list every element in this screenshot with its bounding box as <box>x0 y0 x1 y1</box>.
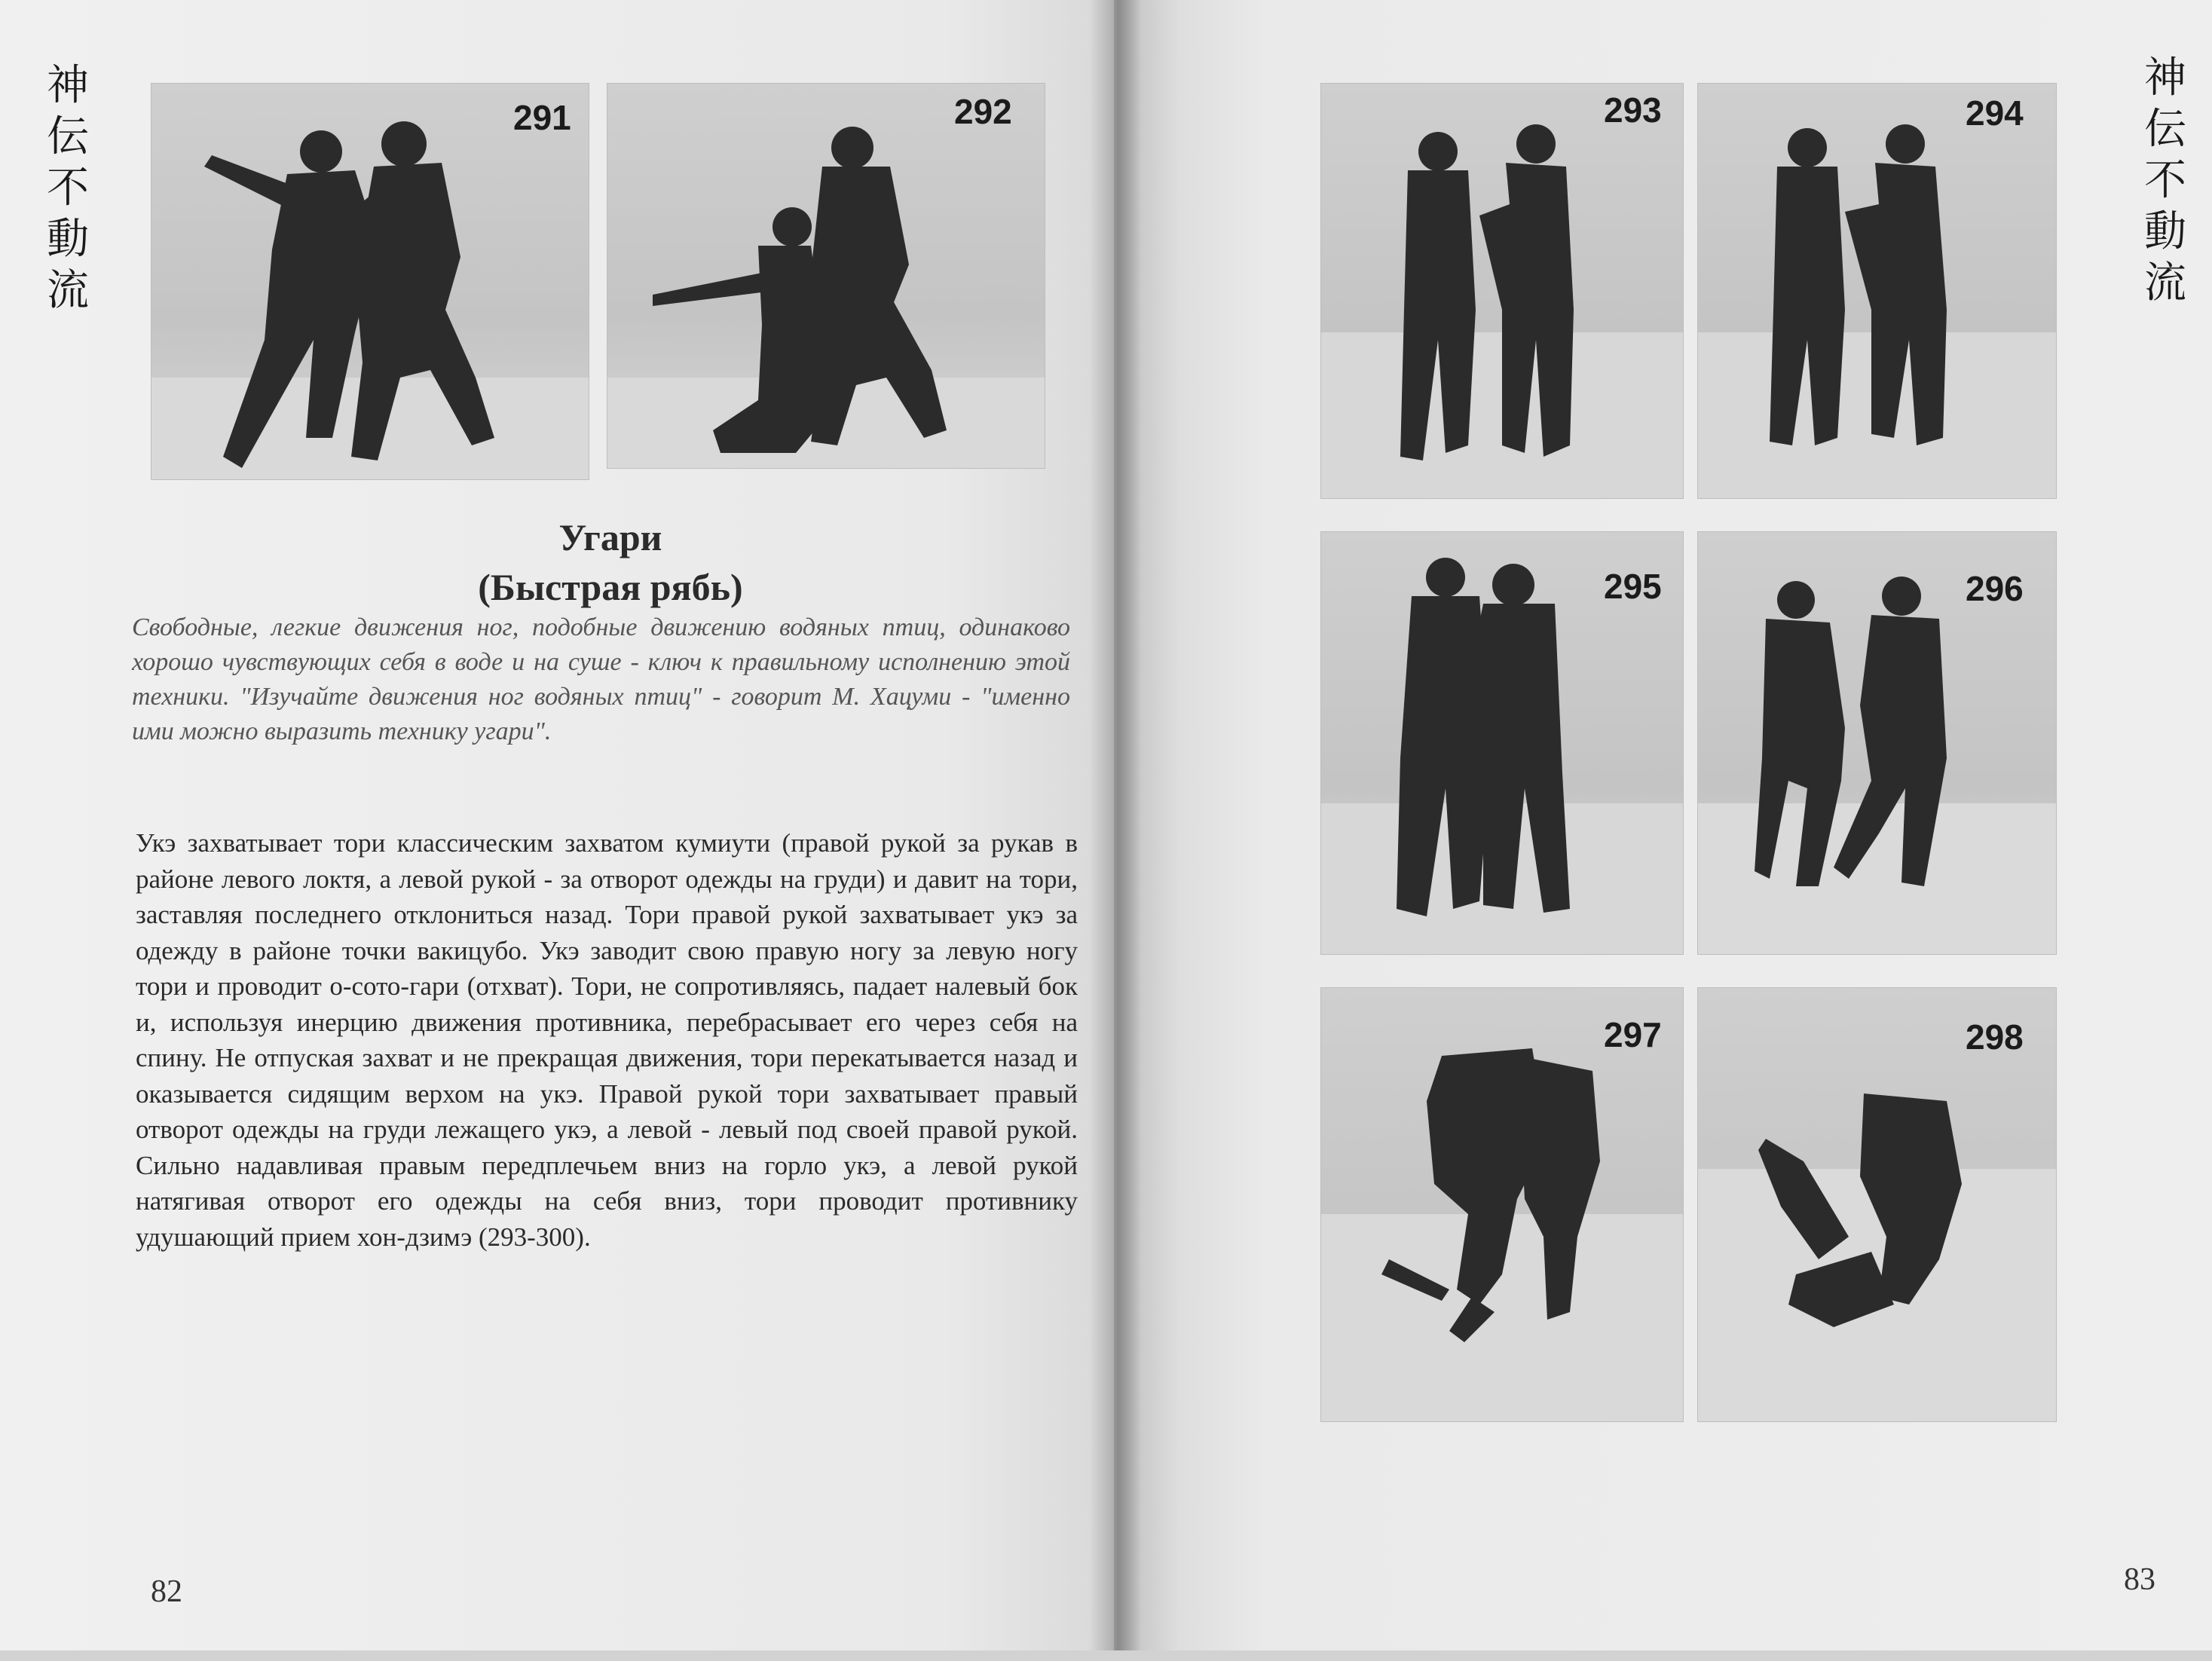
figure-number-294: 294 <box>1966 93 2024 133</box>
page-subtitle: (Быстрая рябь) <box>478 566 743 608</box>
kanji-char: 動 <box>47 215 89 264</box>
photo-298 <box>1697 987 2057 1422</box>
figure-number-292: 292 <box>954 92 1012 131</box>
kanji-char: 流 <box>2144 258 2186 307</box>
photo-295 <box>1320 531 1684 955</box>
photo-294-figures <box>1698 84 2056 498</box>
kanji-char: 不 <box>2144 156 2186 205</box>
figure-number-297: 297 <box>1604 1015 1662 1054</box>
kanji-char: 伝 <box>2144 105 2186 154</box>
kanji-char: 流 <box>47 266 89 315</box>
kanji-char: 不 <box>47 164 89 213</box>
page-number-right: 83 <box>2124 1562 2155 1597</box>
figure-number-293: 293 <box>1604 90 1662 130</box>
figure-number-291: 291 <box>513 98 571 137</box>
figure-number-296: 296 <box>1966 569 2024 608</box>
figure-number-295: 295 <box>1604 567 1662 606</box>
photo-296 <box>1697 531 2057 955</box>
photo-292 <box>607 83 1045 469</box>
photo-292-figures <box>607 84 1045 468</box>
photo-294 <box>1697 83 2057 499</box>
photo-297 <box>1320 987 1684 1422</box>
photo-293-figures <box>1321 84 1683 498</box>
photo-291-figures <box>151 84 589 479</box>
kanji-char: 神 <box>47 61 89 110</box>
intro-paragraph: Свободные, легкие движения ног, подобные движению водяных птиц, одинаково хорошо чувствующих себя в воде и на суше - ключ к правильному исполнению этой техники. "Изучайте движения ног водяных птиц" - говорит М. Хацуми - "именно ими можно выразить технику угари". <box>132 613 1070 745</box>
kanji-char: 神 <box>2144 54 2186 102</box>
page-number-left: 82 <box>151 1574 182 1609</box>
scan-edge <box>0 1650 2212 1661</box>
kanji-char: 伝 <box>47 112 89 161</box>
photo-291 <box>151 83 589 480</box>
kanji-char: 動 <box>2144 207 2186 256</box>
page-title: Угари <box>558 516 662 558</box>
book-gutter <box>1089 0 1142 1661</box>
photo-293 <box>1320 83 1684 499</box>
kanji-column-right <box>2139 53 2192 309</box>
body-paragraph: Укэ захватывает тори классическим захватом кумиути (правой рукой за рукав в районе левого локтя, а левой рукой - за отворот одежды на груди) и давит на тори, заставляя последнего отклониться назад. Тори правой рукой захватывает укэ за одежду в районе точки вакицубо. Укэ заводит свою правую ногу за левую ногу тори и проводит о-сото-гари (отхват). Тори, не сопротивляясь, падает налевый бок и, используя инерцию движения противника, перебрасывает его через себя на спину. Не отпуская захват и не прекращая движения, тори перекатывается назад и оказывается сидящим верхом на укэ. Правой рукой тори захватывает правый отворот одежды на груди лежащего укэ, а левой - левый под своей правой рукой. Сильно надавливая правым передплечьем вниз на горло укэ, а левой рукой натягивая отворот его одежды на себя вниз, тори проводит противнику удушающий прием хон-дзимэ (293-300). <box>136 828 1078 1252</box>
figure-number-298: 298 <box>1966 1017 2024 1057</box>
kanji-column-left <box>41 60 94 317</box>
